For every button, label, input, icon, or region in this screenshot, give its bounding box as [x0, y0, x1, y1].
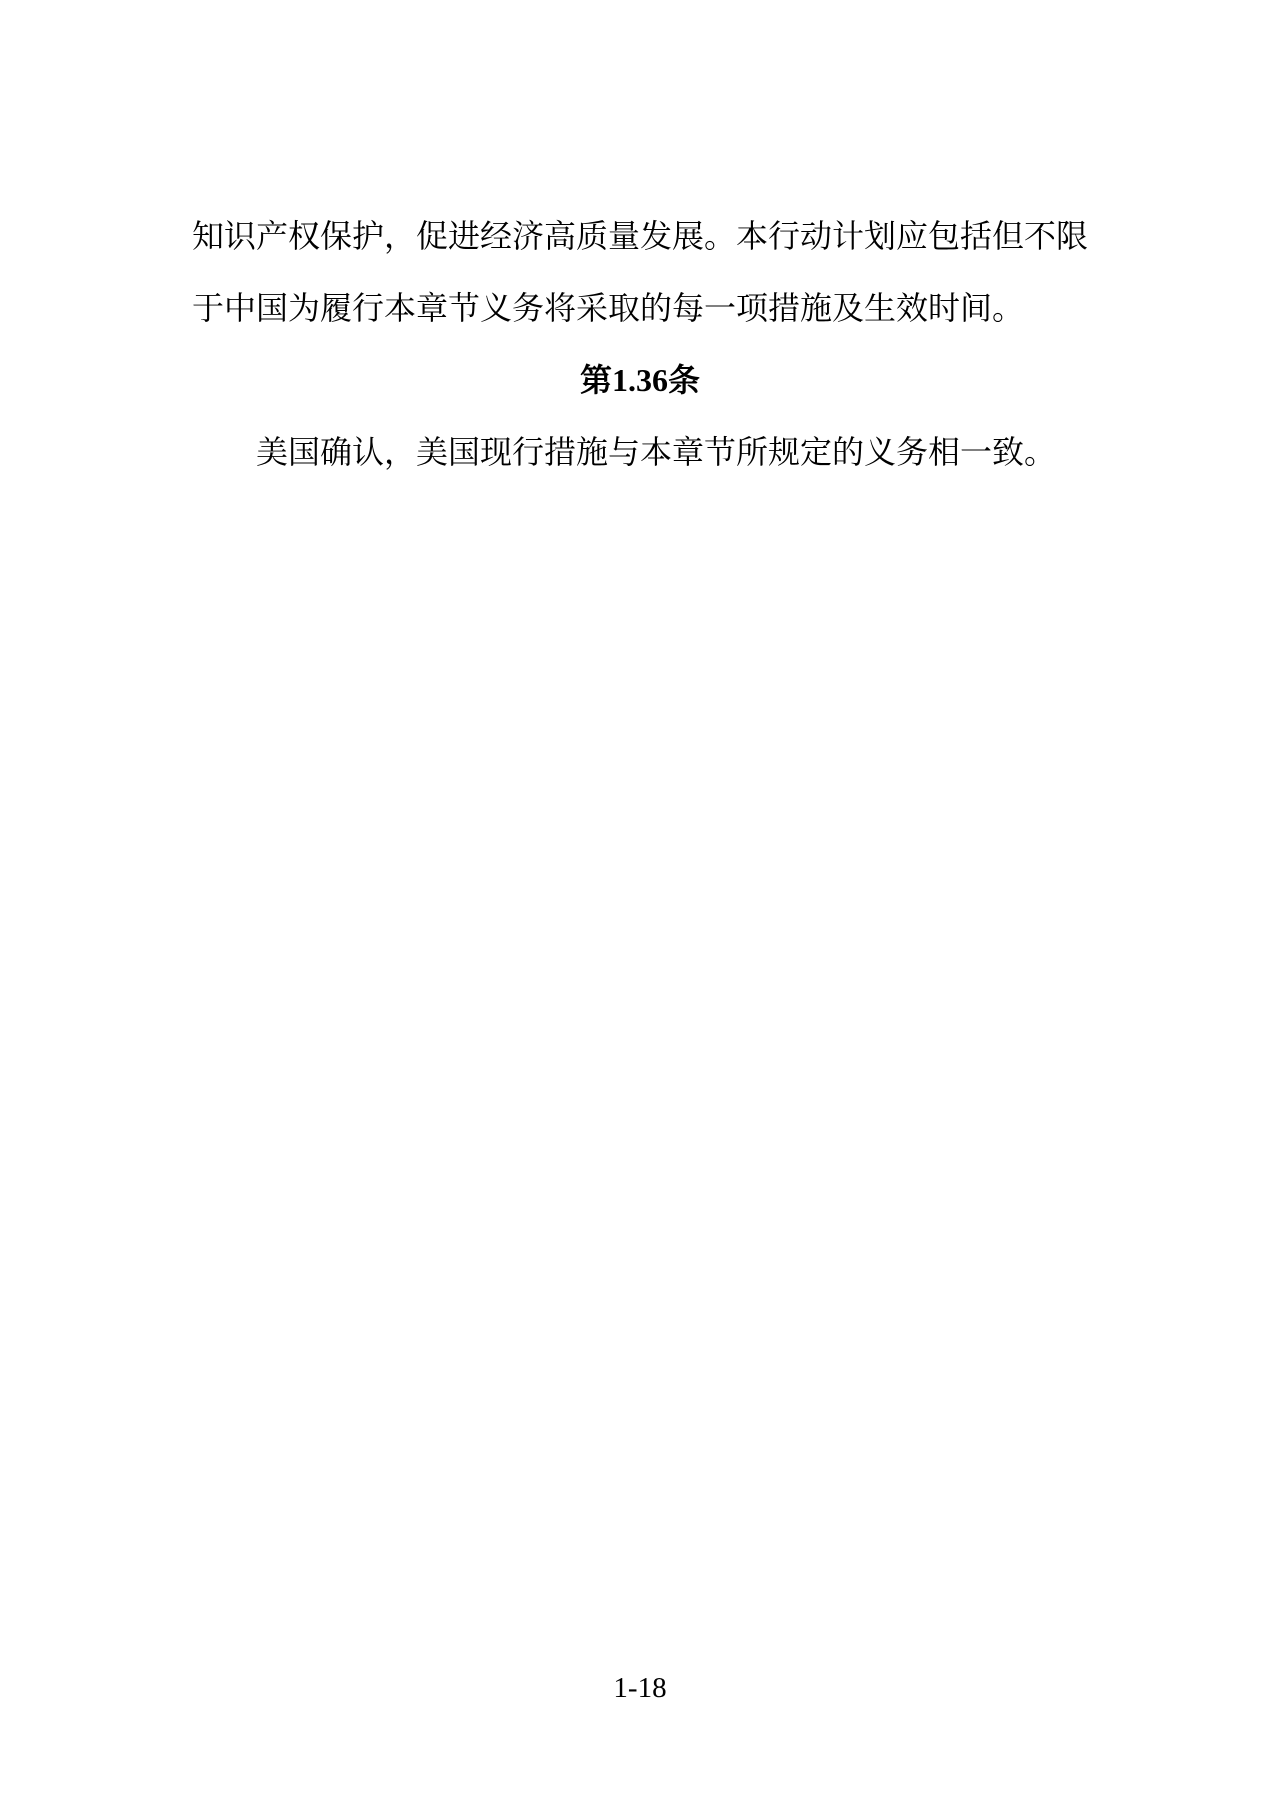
- article-heading: 第1.36条: [579, 362, 700, 398]
- page-number: 1-18: [613, 1672, 667, 1704]
- article-body-paragraph: 美国确认，美国现行措施与本章节所规定的义务相一致。: [256, 434, 1057, 470]
- text-block: [192, 200, 1088, 488]
- continuation-paragraph-line-2: 于中国为履行本章节义务将采取的每一项措施及生效时间。: [192, 290, 1025, 326]
- continuation-paragraph-line-1: 知识产权保护，促进经济高质量发展。本行动计划应包括但不限: [192, 218, 1089, 254]
